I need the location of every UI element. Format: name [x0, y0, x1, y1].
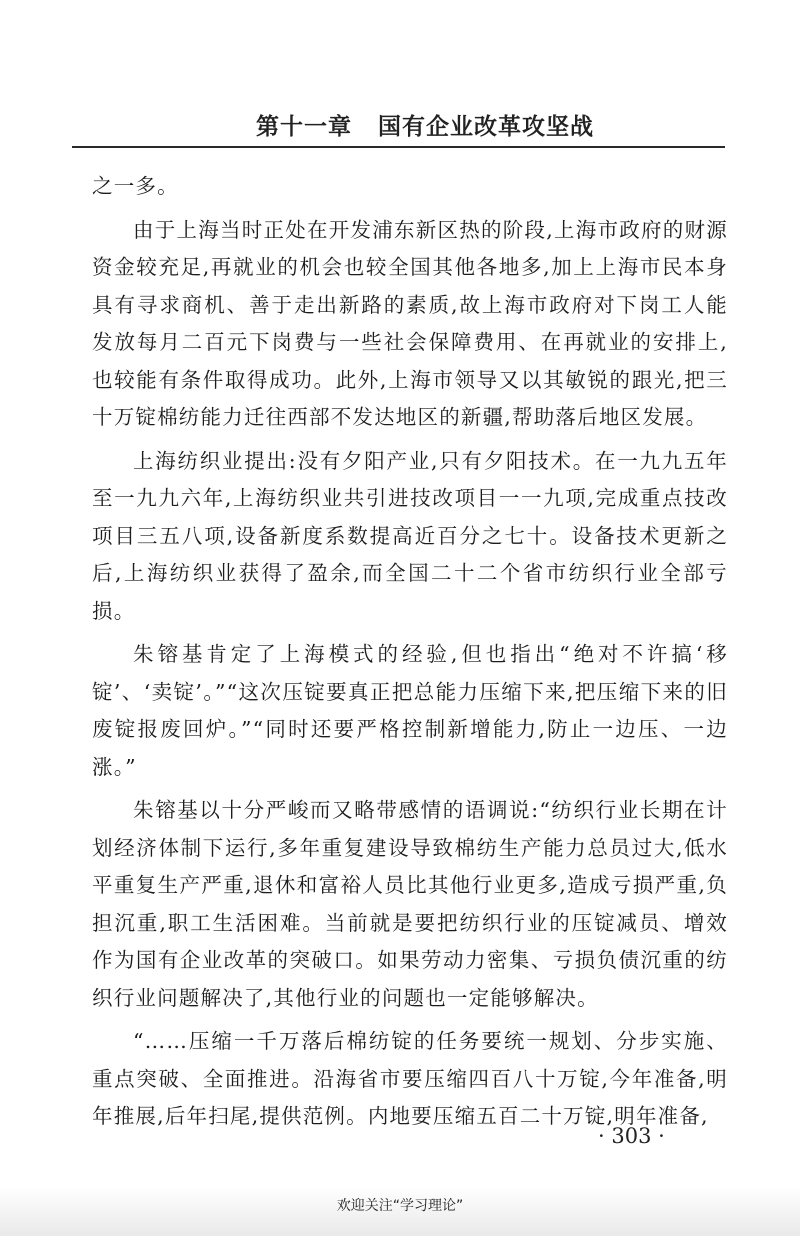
page-number: · 303 ·	[598, 1124, 665, 1148]
paragraph: “……压缩一千万落后棉纺锭的任务要统一规划、分步实施、重点突破、全面推进。沿海省市要压缩四百八十万锭,今年准备,明年推展,后年扫尾,提供范例。内地要压缩五百二十万锭,明年准备,	[92, 1029, 728, 1128]
footer-note: 欢迎关注“学习理论”	[336, 1198, 464, 1214]
header-rule	[72, 146, 725, 148]
body-text	[92, 168, 728, 1142]
running-header	[72, 108, 722, 141]
paragraph: 朱镕基肯定了上海模式的经验,但也指出“绝对不许搞‘移锭’、‘卖锭’。”“这次压锭要真正把总能力压缩下来,把压缩下来的旧废锭报废回炉。”“同时还要严格控制新增能力,防止一边压、一边涨。”	[92, 642, 728, 779]
chapter-title: 国有企业改革攻坚战	[378, 113, 594, 140]
paragraph: 之一多。	[92, 174, 179, 198]
chapter-number: 第十一章	[256, 113, 352, 140]
paragraph: 上海纺织业提出:没有夕阳产业,只有夕阳技术。在一九九五年至一九九六年,上海纺织业共引进技改项目一一九项,完成重点技改项目三五八项,设备新度系数提高近百分之七十。设备技术更新之后,上海纺织业获得了盈余,而全国二十二个省市纺织行业全部亏损。	[92, 448, 728, 623]
paragraph: 朱镕基以十分严峻而又略带感情的语调说:“纺织行业长期在计划经济体制下运行,多年重复建设导致棉纺生产能力总员过大,低水平重复生产严重,退休和富裕人员比其他行业更多,造成亏损严重,负担沉重,职工生活困难。当前就是要把纺织行业的压锭减员、增效作为国有企业改革的突破口。如果劳动力密集、亏损负债沉重的纺织行业问题解决了,其他行业的问题也一定能够解决。	[92, 798, 728, 1010]
paragraph: 由于上海当时正处在开发浦东新区热的阶段,上海市政府的财源资金较充足,再就业的机会也较全国其他各地多,加上上海市民本身具有寻求商机、善于走出新路的素质,故上海市政府对下岗工人能发放每月二百元下岗费与一些社会保障费用、在再就业的安排上,也较能有条件取得成功。此外,上海市领导又以其敏锐的跟光,把三十万锭棉纺能力迁往西部不发达地区的新疆,帮助落后地区发展。	[92, 217, 728, 429]
